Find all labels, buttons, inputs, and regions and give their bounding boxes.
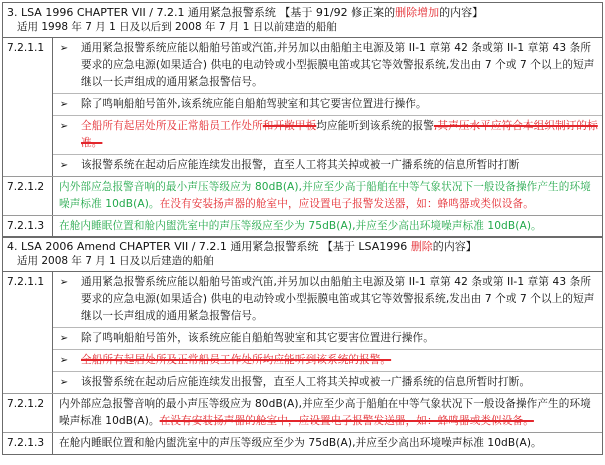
bullet-text: 通用紧急报警系统应能以船舶号笛或汽笛,并另加以由船舶主电源及第 II-1 章第 42 条或第 II-1 章第 43 条所要求的应急电源(如果适合) 供电的电动铃或小型振膜电笛或其它等效警报系统,发出由 7 个或 7 个以上的短声继以一长声组成的通用紧急报警信号。 xyxy=(81,276,595,322)
arrow-bullet-icon: ➢ xyxy=(59,121,69,132)
arrow-bullet-icon: ➢ xyxy=(59,160,69,171)
clause-number: 7.2.1.1 xyxy=(3,38,53,176)
added-text-red: 在没有安装扬声器的舱室中，应设置电子报警发送器，如：蜂鸣器或类似设备。 xyxy=(159,198,534,210)
bullet-text: 该报警系统在起动后应能连续发出报警，直至人工将其关掉或被一广播系统的信息所暂时打断 xyxy=(81,159,520,171)
arrow-bullet-icon: ➢ xyxy=(59,355,69,366)
clause-content xyxy=(53,177,602,215)
arrow-bullet-icon: ➢ xyxy=(59,99,69,110)
bullet-item xyxy=(53,155,602,176)
clause-text: 内外部应急报警音响的最小声压等级应为 80dB(A),并应至少高于船舶在中等气象状况下一般设备操作产生的环境噪声标准 10dB(A)。 xyxy=(59,398,591,427)
section4-title-red: 删除 xyxy=(410,240,433,253)
deleted-text: 和开敞甲板 xyxy=(262,120,317,132)
section3-row-7-2-1-3 xyxy=(3,216,602,237)
deleted-text: 在没有安装扬声器的舱室中，应设置电子报警发送器，如：蜂鸣器或类似设备。 xyxy=(159,415,534,427)
section4-header xyxy=(3,237,602,272)
section3-header xyxy=(3,3,602,38)
bullet-item xyxy=(53,38,602,94)
section3-subtitle: 适用 1998 年 7 月 1 日及以后到 2008 年 7 月 1 日以前建造的船舶 xyxy=(17,21,337,33)
section3-title-red: 删除增加 xyxy=(395,6,440,19)
section3-title xyxy=(7,5,602,20)
section3-title-suffix: 的内容】 xyxy=(439,6,484,19)
section3-table xyxy=(2,2,603,238)
clause-number: 7.2.1.3 xyxy=(3,433,53,454)
bullet-item xyxy=(53,372,602,393)
section4-row-7-2-1-2 xyxy=(3,394,602,433)
section4-subtitle: 适用 2008 年 7 月 1 日及以后建造的船舶 xyxy=(17,255,214,267)
clause-content xyxy=(53,394,602,432)
section4-title xyxy=(7,239,602,254)
section3-row-7-2-1-1 xyxy=(3,38,602,177)
clause-number: 7.2.1.2 xyxy=(3,394,53,432)
clause-number: 7.2.1.1 xyxy=(3,272,53,393)
bullet-item xyxy=(53,350,602,372)
section4-row-7-2-1-3 xyxy=(3,433,602,454)
bullet-text xyxy=(75,116,602,154)
clause-content xyxy=(53,216,602,237)
bullet-text: 除了鸣响船舶号笛外，该系统应能自船舶驾驶室和其它要害位置进行操作。 xyxy=(81,332,434,344)
bullet-text: 通用紧急报警系统应能以船舶号笛或汽笛,并另加以由船舶主电源及第 II-1 章第 42 条或第 II-1 章第 43 条所要求的应急电源(如果适合) 供电的电动铃或小型振膜电笛或其它等效警报系统,发出由 7 个或 7 个以上的短声继以一长声组成的通用紧急报警信号。 xyxy=(81,42,595,88)
bullet-item xyxy=(53,116,602,155)
section3-row-7-2-1-2 xyxy=(3,177,602,216)
bullet-item xyxy=(53,272,602,328)
section4-title-text: 4. LSA 2006 Amend CHAPTER VII / 7.2.1 通用紧急报警系统 【基于 LSA1996 xyxy=(7,240,411,253)
arrow-bullet-icon: ➢ xyxy=(59,277,69,288)
clause-content xyxy=(53,272,602,393)
section3-title-text: 3. LSA 1996 CHAPTER VII / 7.2.1 通用紧急报警系统 【基于 91/92 修正案的 xyxy=(7,6,396,19)
bullet-text-part: 均应能听到该系统的报警 xyxy=(316,120,434,132)
bullet-item xyxy=(53,94,602,116)
added-text: 内外部应急报警音响的最小声压等级应为 80dB(A),并应至少高于船舶在中等气象状况下一般设备操作产生的环境噪声标准 10dB(A)。 xyxy=(59,181,591,210)
bullet-text: 该报警系统在起动后应能连续发出报警，直至人工将其关掉或被一广播系统的信息所暂时打断。 xyxy=(81,376,531,388)
deleted-text: ,其声压水平应符合本组织制订的标准。 xyxy=(81,120,598,149)
bullet-text xyxy=(75,350,602,371)
section4-row-7-2-1-1 xyxy=(3,272,602,394)
section4-table xyxy=(2,236,603,455)
clause-number: 7.2.1.3 xyxy=(3,216,53,237)
bullet-item xyxy=(53,328,602,350)
clause-content xyxy=(53,433,602,454)
clause-content xyxy=(53,38,602,176)
clause-number: 7.2.1.2 xyxy=(3,177,53,215)
bullet-text: 除了鸣响船舶号笛外,该系统应能自船舶驾驶室和其它要害位置进行操作。 xyxy=(81,98,427,110)
added-text: 全船所有起居处所及正常船员工作处所 xyxy=(81,120,263,132)
section4-title-suffix: 的内容】 xyxy=(432,240,477,253)
deleted-text: 全船所有起居处所及正常船员工作处所均应能听到该系统的报警。 xyxy=(81,354,392,366)
arrow-bullet-icon: ➢ xyxy=(59,333,69,344)
clause-text: 在舱内睡眠位置和舱内盥洗室中的声压等级应至少为 75dB(A),并应至少高出环境噪声标准 10dB(A)。 xyxy=(59,437,542,449)
arrow-bullet-icon: ➢ xyxy=(59,377,69,388)
arrow-bullet-icon: ➢ xyxy=(59,43,69,54)
added-text: 在舱内睡眠位置和舱内盥洗室中的声压等级应至少为 75dB(A),并应至少高出环境噪声标准 10dB(A)。 xyxy=(59,220,542,232)
